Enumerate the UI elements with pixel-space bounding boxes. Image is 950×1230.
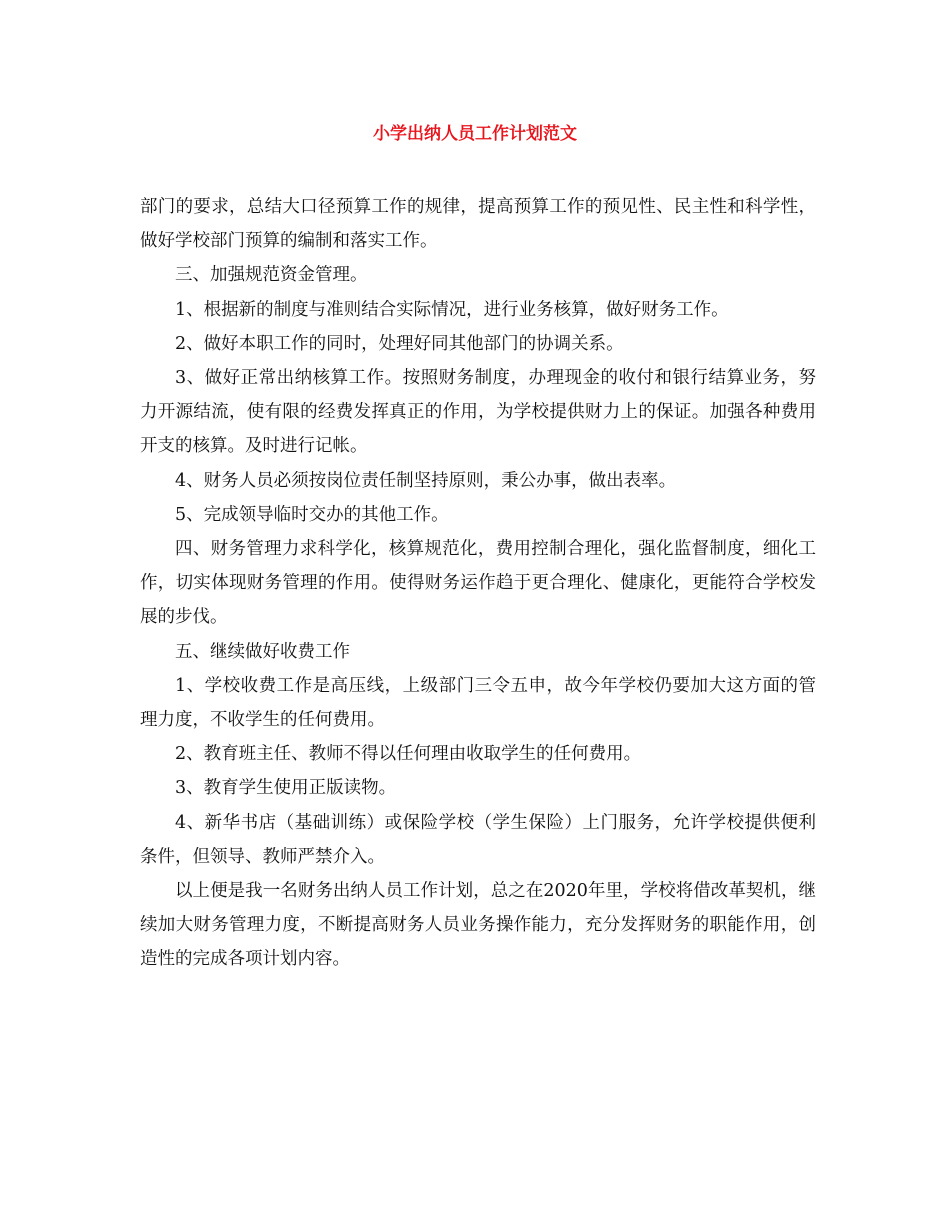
paragraph: 2、教育班主任、教师不得以任何理由收取学生的任何费用。 [175,744,642,765]
document-body [140,190,816,977]
paragraph: 5、完成领导临时交办的其他工作。 [175,504,449,525]
paragraph: 1、根据新的制度与准则结合实际情况，进行业务核算，做好财务工作。 [175,299,729,320]
paragraph: 五、继续做好收费工作 [175,641,350,662]
paragraph: 4、新华书店（基础训练）或保险学校（学生保险）上门服务，允许学校提供便利条件，但领导、教师严禁介入。 [140,812,816,867]
paragraph: 四、财务管理力求科学化，核算规范化，费用控制合理化，强化监督制度，细化工作，切实体现财务管理的作用。使得财务运作趋于更合理化、健康化，更能符合学校发展的步伐。 [140,539,816,628]
paragraph: 三、加强规范资金管理。 [175,265,368,286]
paragraph: 2、做好本职工作的同时，处理好同其他部门的协调关系。 [175,333,624,354]
paragraph: 3、做好正常出纳核算工作。按照财务制度，办理现金的收付和银行结算业务，努力开源结流，使有限的经费发挥真正的作用，为学校提供财力上的保证。加强各种费用开支的核算。及时进行记帐。 [140,368,816,457]
paragraph: 部门的要求，总结大口径预算工作的规律，提高预算工作的预见性、民主性和科学性，做好学校部门预算的编制和落实工作。 [140,197,816,252]
paragraph: 1、学校收费工作是高压线，上级部门三令五申，故今年学校仍要加大这方面的管理力度，不收学生的任何费用。 [140,675,816,731]
paragraph: 4、财务人员必须按岗位责任制坚持原则，秉公办事，做出表率。 [175,470,677,491]
document-title: 小学出纳人员工作计划范文 [373,124,577,144]
paragraph: 以上便是我一名财务出纳人员工作计划，总之在2020年里，学校将借改革契机，继续加大财务管理力度，不断提高财务人员业务操作能力，充分发挥财务的职能作用，创造性的完成各项计划内容。 [140,881,816,970]
paragraph: 3、教育学生使用正版读物。 [175,778,397,799]
